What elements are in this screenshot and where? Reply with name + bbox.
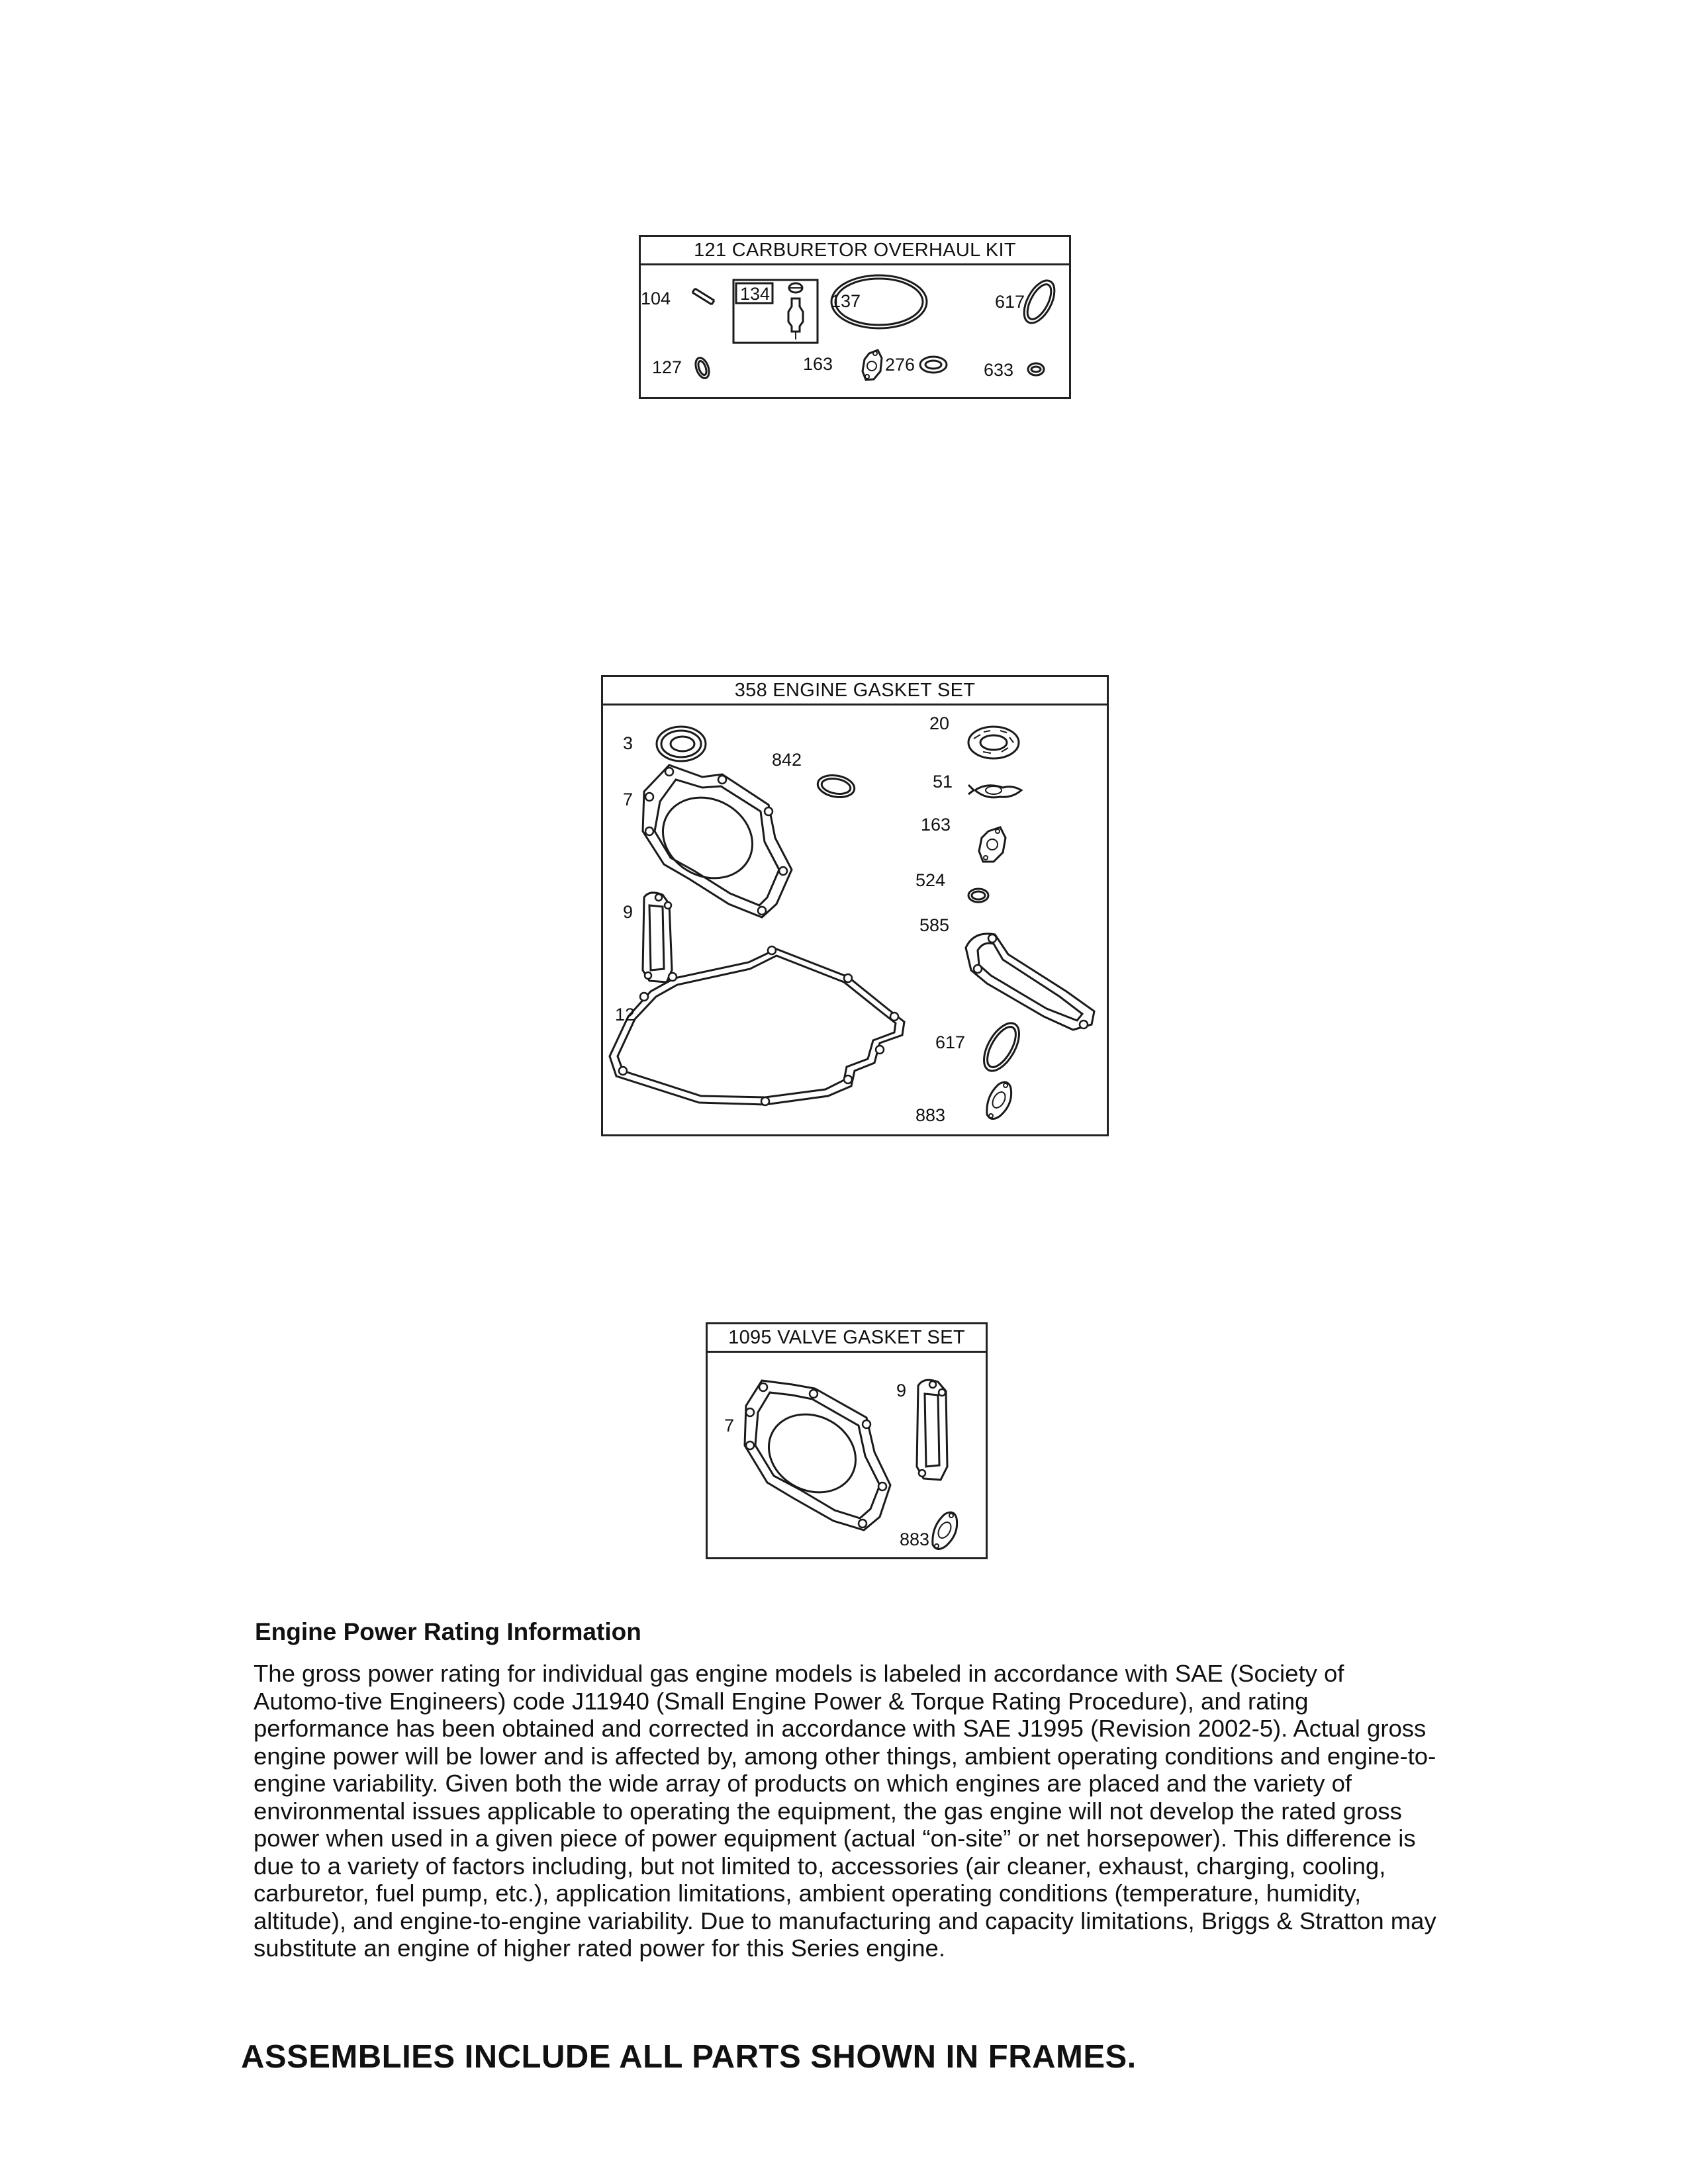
- part-883-gasket: [987, 1082, 1011, 1118]
- part-633-washer: [1028, 363, 1044, 375]
- label-7: 7: [623, 790, 633, 809]
- label-51: 51: [933, 772, 953, 792]
- part-163-gasket: [979, 827, 1006, 862]
- part-3-oil-seal: [657, 727, 706, 761]
- valve-gasket-set-parts-drawing: [708, 1353, 986, 1559]
- label-883: 883: [915, 1105, 946, 1125]
- label-617: 617: [995, 292, 1025, 312]
- part-585-intake-gasket: [966, 934, 1094, 1030]
- label-9: 9: [896, 1381, 907, 1400]
- label-585: 585: [919, 915, 950, 935]
- part-276-washer: [920, 357, 947, 373]
- engine-power-rating-heading: Engine Power Rating Information: [255, 1618, 641, 1645]
- part-127-seal: [693, 356, 712, 380]
- engine-power-rating-paragraph: The gross power rating for individual gas engine models is labeled in accordance with SAE (Society of Automo-tive Engineers) code J11940 (Small Engine Power & Torque Rating Procedure), and rating performance has been obtained and corrected in accordance with SAE J1995 (Revision 2002-5). Actual gross engine power will be lower and is affected by, among other things, ambient operating conditions and engine-to-engine variability. Given both the wide array of products on which engines are placed and the variety of environmental issues applicable to operating the equipment, the gas engine will not develop the rated gross power when used in a given piece of power equipment (actual “on-site” or net horsepower). This difference is due to a variety of factors including, but not limited to, accessories (air cleaner, exhaust, charging, cooling, carburetor, fuel pump, etc.), application limitations, ambient operating conditions (temperature, humidity, altitude), and engine-to-engine variability. Due to manufacturing and capacity limitations, Briggs & Stratton may substitute an engine of higher rated power for this Series engine.: [254, 1660, 1436, 1962]
- label-9: 9: [623, 902, 633, 922]
- carburetor-kit-title: 121 CARBURETOR OVERHAUL KIT: [641, 237, 1069, 265]
- label-617: 617: [935, 1032, 966, 1052]
- valve-gasket-set-title: 1095 VALVE GASKET SET: [708, 1324, 986, 1353]
- label-163: 163: [803, 354, 833, 374]
- part-7-cylinder-head-gasket: [643, 765, 792, 917]
- part-20-oil-seal: [968, 727, 1019, 758]
- label-12: 12: [615, 1005, 635, 1024]
- label-524: 524: [915, 870, 946, 890]
- part-842-o-ring: [816, 772, 857, 799]
- engine-gasket-set-parts-drawing: [603, 705, 1107, 1136]
- part-524-o-ring: [968, 889, 988, 902]
- engine-gasket-set-frame: [601, 675, 1109, 1136]
- engine-gasket-set-title: 358 ENGINE GASKET SET: [603, 677, 1107, 705]
- label-127: 127: [652, 357, 682, 377]
- label-163: 163: [921, 815, 951, 835]
- label-3: 3: [623, 733, 633, 753]
- part-104-pin: [692, 289, 714, 304]
- part-9-breather-gasket: [917, 1380, 947, 1480]
- label-134: 134: [740, 284, 771, 304]
- label-883: 883: [900, 1529, 930, 1549]
- part-9-breather-gasket: [643, 893, 672, 982]
- part-883-gasket: [933, 1512, 957, 1549]
- part-7-cylinder-head-gasket: [745, 1381, 890, 1530]
- part-163-gasket: [863, 350, 882, 380]
- label-20: 20: [929, 713, 950, 733]
- part-617-o-ring: [977, 1017, 1027, 1076]
- valve-gasket-set-frame: [706, 1322, 988, 1559]
- carburetor-overhaul-kit-frame: [639, 235, 1071, 399]
- label-7: 7: [724, 1416, 735, 1435]
- part-51-gasket: [968, 785, 1021, 797]
- label-842: 842: [772, 750, 802, 770]
- label-633: 633: [984, 360, 1014, 380]
- label-104: 104: [641, 289, 671, 308]
- assemblies-note: ASSEMBLIES INCLUDE ALL PARTS SHOWN IN FRAMES.: [241, 2039, 1137, 2075]
- label-137: 137: [831, 291, 861, 311]
- label-276: 276: [885, 355, 915, 375]
